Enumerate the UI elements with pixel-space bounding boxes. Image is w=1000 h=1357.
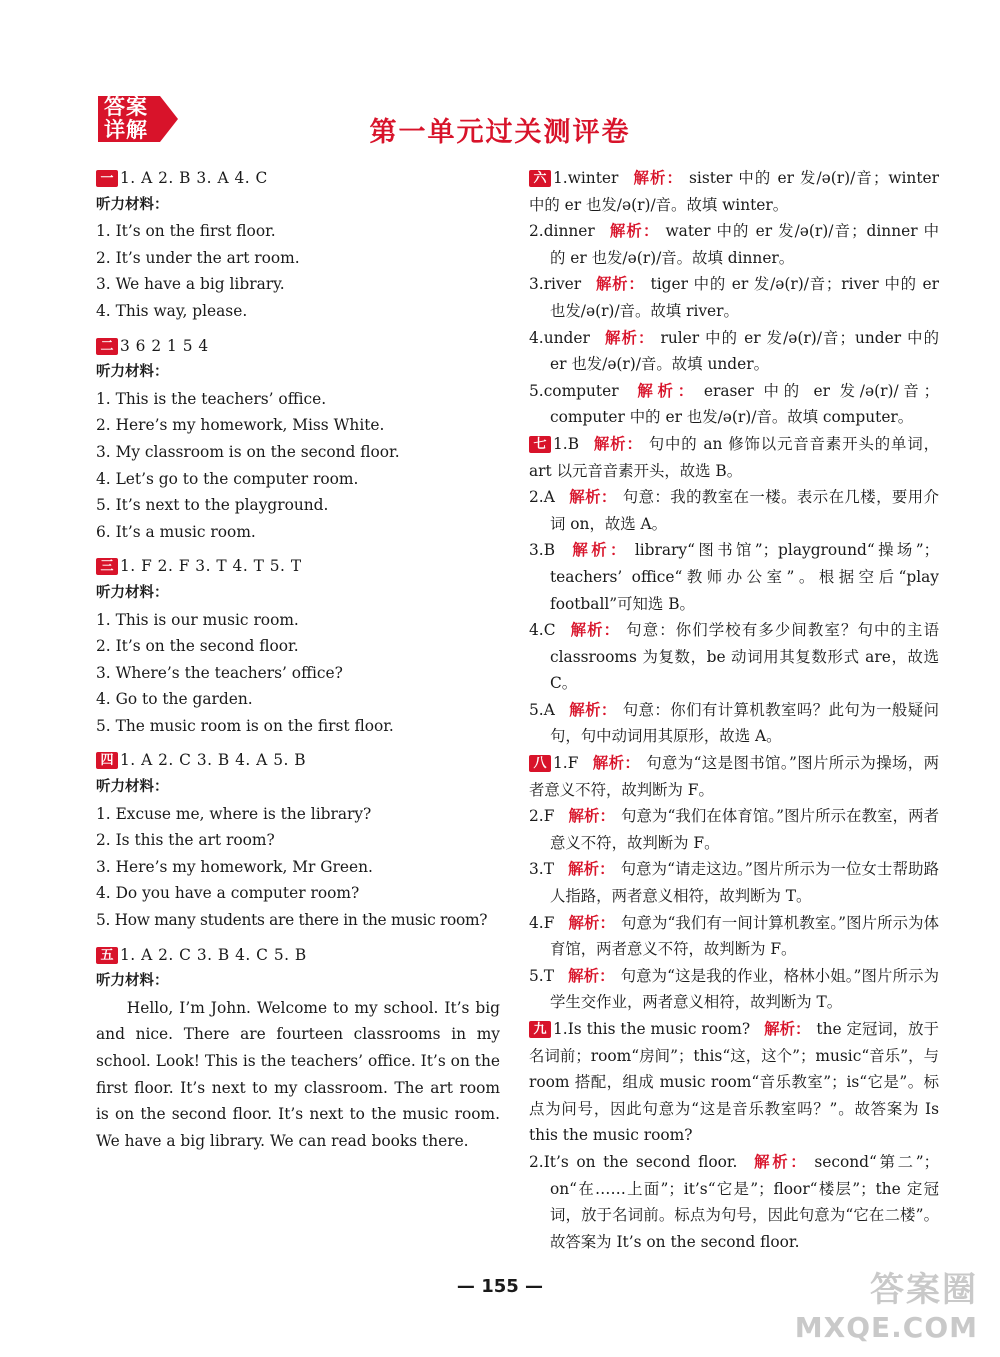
item-answer: Is this the music room? [567,1020,751,1038]
section-8 [529,750,939,1016]
listening-passage: Hello, I’m John. Welcome to my school. It’s big and nice. There are fourteen classrooms in my school. Look! This is the teachers’ office. It’s on the first floor. It’s next to my classroom. The art room is on the second floor. It’s next to the music room. We have a big library. We can read books there. [96,998,500,1150]
explanation-item [529,325,939,378]
section-2 [96,333,500,546]
section-9 [529,1016,939,1255]
explanation-item [529,910,939,963]
explanation-item [529,1016,939,1149]
listening-line: 4. Do you have a computer room? [96,884,360,903]
listening-line: 3. Here’s my homework, Mr Green. [96,857,373,876]
watermark [795,1262,978,1344]
explanation-label: 解析： [569,541,629,560]
listening-line: 3. We have a big library. [96,275,285,294]
item-number: 2. [529,807,544,826]
item-number: 2. [529,488,544,507]
item-answer: computer [543,381,619,400]
explanation-item [529,856,939,909]
explanation-item [529,218,939,271]
item-number: 1. [553,434,568,453]
listening-line: 1. This is our music room. [96,610,299,629]
explanation-text: 句意为“这是图书馆。”图片所示为操场，两者意义不符，故判断为 F。 [529,754,939,799]
item-answer: A [543,488,555,507]
left-column [96,165,500,1162]
item-answer: dinner [543,222,595,241]
explanation-label: 解析： [595,275,645,294]
page-number: — 155 — [456,1276,544,1297]
item-answer: C [543,621,556,640]
listening-label: 听力材料： [96,973,169,990]
explanation-item [529,803,939,856]
section-1 [96,165,500,325]
explanation-text: tiger 中的 er 发/ə(r)/音；river 中的 er 也发/ə(r)/音。故填 river。 [550,275,939,320]
item-answer: winter [567,169,619,187]
listening-label: 听力材料： [96,196,169,213]
listening-label: 听力材料： [96,584,169,601]
item-number: 4. [529,913,544,932]
explanation-text: 句意为“这是我的作业，格林小姐。”图片所示为学生交作业，两者意义相符，故判断为 T。 [550,966,939,1012]
explanation-text: sister 中的 er 发/ə(r)/音；winter 中的 er 也发/ə(r)/音。故填 winter。 [529,169,939,214]
explanation-item [529,963,939,1016]
listening-line: 5. It’s next to the playground. [96,496,329,515]
item-number: 5. [529,381,544,400]
explanation-label: 解析： [608,222,660,241]
section-6 [529,165,939,431]
item-number: 5. [529,966,544,985]
listening-line: 3. My classroom is on the second floor. [96,442,400,461]
explanation-text: 句意为“我们在体育馆。”图片所示在教室，两者意义不符，故判断为 F。 [550,807,939,852]
item-answer: F [543,807,555,826]
explanation-item [529,537,939,617]
listening-line: 6. It’s a music room. [96,522,256,541]
explanation-text: 句意：你们有计算机教室吗？此句为一般疑问句，句中动词用其原形，故选 A。 [550,700,939,746]
item-answer: F [543,913,555,932]
section-marker: 六 [529,170,551,187]
item-answer: A [543,700,555,719]
item-answer: B [567,434,579,453]
explanation-label: 解析： [567,966,615,985]
section-marker: 四 [96,752,118,769]
item-number: 3. [529,860,544,879]
explanation-item [529,750,939,803]
answer-key: 1. A 2. C 3. B 4. A 5. B [120,751,307,770]
item-number: 4. [529,328,544,347]
item-number: 2. [529,1152,544,1171]
item-number: 4. [529,621,544,640]
item-answer: B [543,541,555,560]
explanation-label: 解析： [568,913,615,932]
explanation-text: 句意：你们学校有多少间教室？句中的主语 classrooms 为复数，be 动词用其复数形式 are，故选 C。 [550,621,939,693]
explanation-label: 解析： [569,621,621,640]
listening-label: 听力材料： [96,779,169,796]
explanation-text: 句中的 an 修饰以元音音素开头的单词，art 以元音音素开头，故选 B。 [529,434,939,480]
answer-key: 1. A 2. C 3. B 4. C 5. B [120,945,307,964]
listening-line: 4. This way, please. [96,301,248,320]
watermark-line2: MXQE.COM [794,1311,978,1344]
item-answer: river [543,275,582,294]
explanation-label: 解析： [592,754,641,773]
explanation-item [529,378,939,431]
listening-line: 4. Go to the garden. [96,690,253,709]
explanation-item [529,617,939,697]
explanation-label: 解析： [567,860,615,879]
listening-line: 5. How many students are there in the music room? [96,911,488,930]
explanation-text: second“第二”；on“在……上面”；it’s“它是”；floor“楼层”；the 定冠词，放于名词前。标点为句号，因此句意为“它在二楼”。故答案为 It’s on the second floor. [550,1152,939,1251]
explanation-item [529,165,939,218]
explanation-text: eraser 中的 er 发/ə(r)/音；computer 中的 er 也发/ə(r)/音。故填 computer。 [550,381,939,427]
page-title: 第一单元过关测评卷 [369,117,631,148]
explanation-text: water 中的 er 发/ə(r)/音；dinner 中的 er 也发/ə(r)/音。故填 dinner。 [550,222,939,267]
listening-label: 听力材料： [96,364,169,381]
explanation-text: ruler 中的 er 发/ə(r)/音；under 中的 er 也发/ə(r)/音。故填 under。 [550,328,939,374]
item-number: 1. [553,754,568,773]
item-answer: F [567,754,579,773]
listening-line: 3. Where’s the teachers’ office? [96,663,343,682]
item-number: 5. [529,700,544,719]
item-number: 1. [553,169,568,187]
explanation-item [529,271,939,324]
explanation-item [529,484,939,537]
item-answer: It’s on the second floor. [543,1152,738,1171]
right-column [529,165,939,1255]
listening-line: 2. It’s on the second floor. [96,637,299,656]
section-marker: 三 [96,558,118,575]
listening-line: 1. Excuse me, where is the library? [96,804,372,823]
explanation-item [529,1149,939,1255]
section-7 [529,431,939,750]
explanation-label: 解析： [568,700,617,719]
explanation-label: 解析： [568,488,617,507]
explanation-text: 句意为“我们有一间计算机教室。”图片所示为体育馆，两者意义不符，故判断为 F。 [550,913,939,959]
explanation-text: the 定冠词，放于名词前；room“房间”；this“这，这个”；music“音乐”，与 room 搭配，组成 music room“音乐教室”；is“它是”。标点为问号，因此句意为“这是音乐教室吗？”。故答案为 Is this the music room? [529,1020,939,1145]
item-answer: under [543,328,590,347]
explanation-label: 解析： [568,807,615,826]
explanation-label: 解析： [593,434,643,453]
listening-line: 2. Here’s my homework, Miss White. [96,416,385,435]
listening-line: 2. Is this the art room? [96,831,275,850]
watermark-line1: 答案圈 [870,1270,978,1310]
page-number-value: 155 [481,1276,519,1297]
answer-key: 1. A 2. B 3. A 4. C [120,169,268,187]
item-number: 3. [529,275,544,294]
section-marker: 七 [529,436,551,453]
explanation-text: 句意：我的教室在一楼。表示在几楼，要用介词 on，故选 A。 [550,488,939,533]
section-marker: 五 [96,947,118,964]
answer-key: 3 6 2 1 5 4 [120,336,209,355]
explanation-label: 解析： [764,1020,811,1038]
explanation-label: 解析： [632,169,684,187]
section-5 [96,942,500,1155]
explanation-item [529,697,939,750]
badge-line2: 详解 [104,118,148,142]
listening-line: 1. This is the teachers’ office. [96,389,327,408]
explanation-label: 解析： [632,381,698,400]
section-marker: 一 [96,170,118,187]
answer-key: 1. F 2. F 3. T 4. T 5. T [120,557,302,576]
item-answer: T [543,860,554,879]
listening-line: 1. It’s on the first floor. [96,222,276,241]
explanation-text: 句意为“请走这边。”图片所示为一位女士帮助路人指路，两者意义相符，故判断为 T。 [550,860,939,906]
item-number: 3. [529,541,544,560]
section-marker: 二 [96,338,118,355]
explanation-label: 解析： [603,328,655,347]
section-4 [96,747,500,933]
explanation-label: 解析： [751,1152,809,1171]
section-3 [96,553,500,739]
item-number: 2. [529,222,544,241]
listening-line: 4. Let’s go to the computer room. [96,469,359,488]
item-answer: T [543,966,554,985]
badge-line1: 答案 [104,95,148,119]
listening-line: 2. It’s under the art room. [96,248,300,267]
explanation-text: library“图书馆”；playground“操场”；teachers’ office“教师办公室”。根据空后“play football”可知选 B。 [550,541,939,613]
section-marker: 九 [529,1021,551,1038]
explanation-item [529,431,939,484]
listening-line: 5. The music room is on the first floor. [96,716,394,735]
item-number: 1. [553,1020,568,1038]
section-marker: 八 [529,755,551,772]
